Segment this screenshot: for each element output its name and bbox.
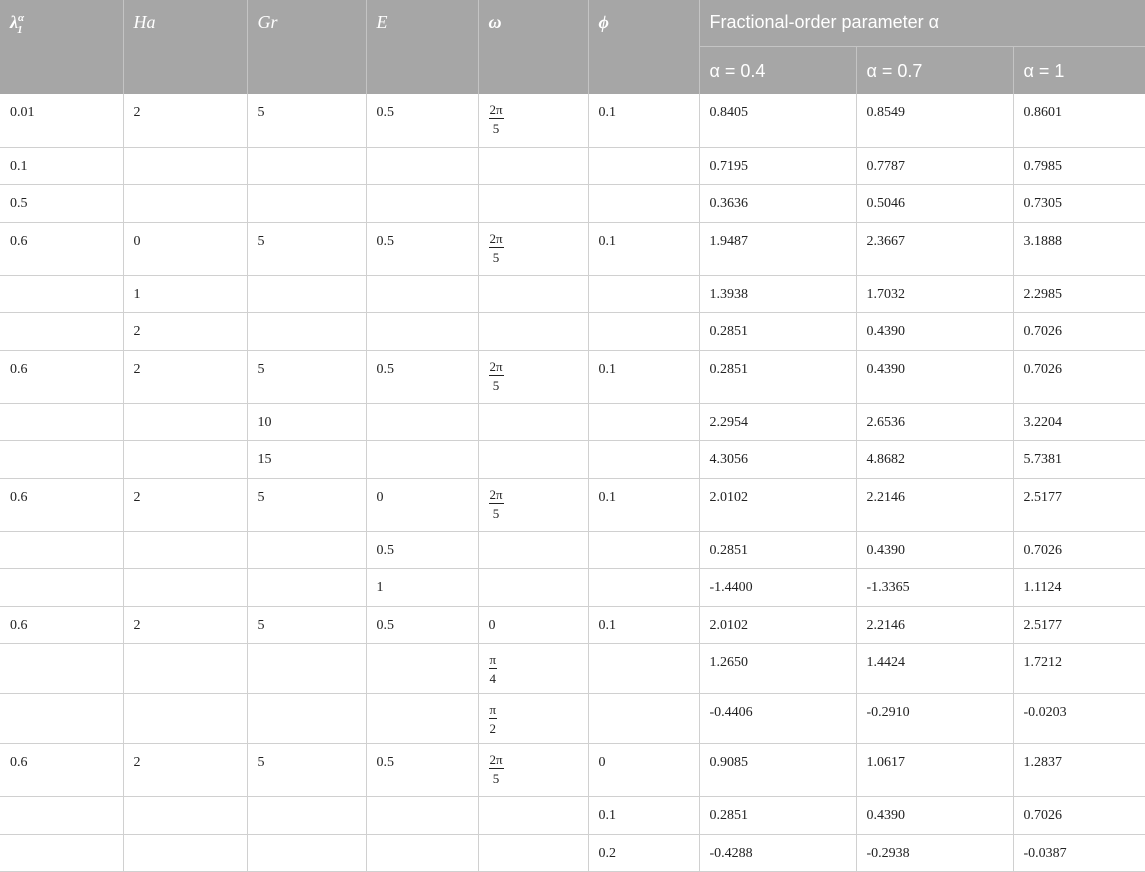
cell-lambda: 0.6	[0, 744, 123, 797]
omega-fraction	[489, 703, 498, 735]
cell-e	[366, 275, 478, 313]
cell-gr	[247, 147, 366, 185]
cell-e	[366, 644, 478, 694]
cell-gr: 5	[247, 222, 366, 275]
header-alpha-1: α = 1	[1013, 46, 1145, 94]
cell-e	[366, 147, 478, 185]
cell-ha	[123, 797, 247, 835]
cell-a1: 2.0102	[699, 478, 856, 531]
cell-e	[366, 834, 478, 872]
table-row	[0, 350, 1145, 403]
cell-a2: 0.7787	[856, 147, 1013, 185]
cell-a3: 0.7026	[1013, 313, 1145, 351]
omega-fraction	[489, 360, 504, 392]
cell-omega	[478, 275, 588, 313]
cell-a3: 1.2837	[1013, 744, 1145, 797]
cell-phi: 0.2	[588, 834, 699, 872]
cell-gr	[247, 797, 366, 835]
cell-a2: 4.8682	[856, 441, 1013, 479]
cell-gr: 5	[247, 744, 366, 797]
cell-a2: -0.2938	[856, 834, 1013, 872]
cell-ha: 1	[123, 275, 247, 313]
cell-a1: 0.2851	[699, 350, 856, 403]
cell-phi: 0.1	[588, 478, 699, 531]
cell-a3: 1.1124	[1013, 569, 1145, 607]
cell-e	[366, 313, 478, 351]
cell-omega	[478, 644, 588, 694]
cell-phi: 0	[588, 744, 699, 797]
omega-fraction	[489, 753, 504, 785]
cell-a1: 0.9085	[699, 744, 856, 797]
cell-a1: 1.9487	[699, 222, 856, 275]
cell-gr: 10	[247, 403, 366, 441]
cell-a3: 1.7212	[1013, 644, 1145, 694]
cell-lambda	[0, 694, 123, 744]
table-row	[0, 531, 1145, 569]
cell-lambda	[0, 441, 123, 479]
cell-e	[366, 694, 478, 744]
cell-a3: 0.8601	[1013, 94, 1145, 147]
cell-a3: 0.7026	[1013, 350, 1145, 403]
cell-a2: -0.2910	[856, 694, 1013, 744]
header-e: E	[366, 0, 478, 94]
cell-a2: 0.4390	[856, 797, 1013, 835]
cell-e: 0.5	[366, 744, 478, 797]
cell-lambda: 0.6	[0, 478, 123, 531]
omega-fraction	[489, 653, 498, 685]
cell-a2: 0.4390	[856, 313, 1013, 351]
cell-a2: 2.2146	[856, 478, 1013, 531]
cell-ha: 2	[123, 94, 247, 147]
cell-lambda: 0.5	[0, 185, 123, 223]
cell-gr: 5	[247, 478, 366, 531]
cell-omega: 0	[478, 606, 588, 644]
cell-phi: 0.1	[588, 350, 699, 403]
cell-omega	[478, 834, 588, 872]
cell-a3: 2.5177	[1013, 478, 1145, 531]
table-row	[0, 834, 1145, 872]
cell-a2: 2.3667	[856, 222, 1013, 275]
fraction-denominator: 2	[489, 721, 497, 736]
header-gr: Gr	[247, 0, 366, 94]
cell-e: 0	[366, 478, 478, 531]
cell-a3: -0.0387	[1013, 834, 1145, 872]
cell-e: 0.5	[366, 350, 478, 403]
cell-a1: 2.0102	[699, 606, 856, 644]
cell-a1: 0.2851	[699, 531, 856, 569]
cell-omega	[478, 797, 588, 835]
cell-a2: 0.4390	[856, 531, 1013, 569]
cell-ha: 2	[123, 478, 247, 531]
cell-lambda	[0, 644, 123, 694]
cell-lambda	[0, 569, 123, 607]
table-row	[0, 403, 1145, 441]
cell-omega	[478, 147, 588, 185]
fraction-denominator: 4	[489, 671, 497, 686]
header-alpha-04: α = 0.4	[699, 46, 856, 94]
cell-gr: 5	[247, 350, 366, 403]
fraction-denominator: 5	[492, 249, 500, 265]
cell-omega	[478, 185, 588, 223]
fraction-denominator: 5	[492, 377, 500, 393]
table-row	[0, 222, 1145, 275]
cell-gr	[247, 834, 366, 872]
cell-phi	[588, 644, 699, 694]
cell-ha	[123, 644, 247, 694]
cell-lambda: 0.1	[0, 147, 123, 185]
cell-e	[366, 185, 478, 223]
omega-fraction	[489, 232, 504, 264]
cell-a2: 0.4390	[856, 350, 1013, 403]
cell-phi	[588, 185, 699, 223]
table-row	[0, 313, 1145, 351]
fraction-numerator: 2π	[489, 358, 503, 374]
cell-e: 0.5	[366, 606, 478, 644]
cell-e	[366, 441, 478, 479]
fraction-denominator: 5	[492, 771, 500, 786]
cell-gr: 5	[247, 606, 366, 644]
cell-a1: 1.2650	[699, 644, 856, 694]
cell-omega	[478, 441, 588, 479]
cell-omega	[478, 403, 588, 441]
cell-a3: 0.7026	[1013, 797, 1145, 835]
cell-gr	[247, 275, 366, 313]
cell-ha	[123, 531, 247, 569]
cell-a2: 0.5046	[856, 185, 1013, 223]
cell-phi: 0.1	[588, 222, 699, 275]
cell-e: 0.5	[366, 531, 478, 569]
cell-phi	[588, 441, 699, 479]
cell-lambda: 0.6	[0, 606, 123, 644]
cell-a2: 1.4424	[856, 644, 1013, 694]
header-phi: ϕ	[588, 0, 699, 94]
cell-lambda: 0.6	[0, 222, 123, 275]
cell-a2: -1.3365	[856, 569, 1013, 607]
cell-e: 0.5	[366, 222, 478, 275]
cell-a2: 2.2146	[856, 606, 1013, 644]
cell-gr	[247, 185, 366, 223]
cell-a3: 0.7305	[1013, 185, 1145, 223]
table-row	[0, 797, 1145, 835]
cell-gr	[247, 644, 366, 694]
cell-gr	[247, 531, 366, 569]
cell-omega	[478, 694, 588, 744]
cell-lambda: 0.6	[0, 350, 123, 403]
table-row	[0, 185, 1145, 223]
cell-ha: 2	[123, 350, 247, 403]
cell-a3: 5.7381	[1013, 441, 1145, 479]
cell-phi	[588, 275, 699, 313]
table-header	[0, 0, 1145, 94]
cell-omega	[478, 478, 588, 531]
cell-lambda	[0, 834, 123, 872]
cell-phi	[588, 531, 699, 569]
cell-phi	[588, 313, 699, 351]
cell-a1: 1.3938	[699, 275, 856, 313]
cell-a1: -1.4400	[699, 569, 856, 607]
header-lambda: $\lambda^\alpha_1$	[0, 0, 123, 94]
cell-e: 1	[366, 569, 478, 607]
cell-a1: 0.3636	[699, 185, 856, 223]
header-alpha-07: α = 0.7	[856, 46, 1013, 94]
fraction-numerator: 2π	[489, 486, 503, 502]
cell-ha	[123, 694, 247, 744]
cell-a3: 0.7026	[1013, 531, 1145, 569]
table-row	[0, 147, 1145, 185]
cell-phi	[588, 694, 699, 744]
cell-a3: 2.5177	[1013, 606, 1145, 644]
cell-a3: 2.2985	[1013, 275, 1145, 313]
cell-omega	[478, 350, 588, 403]
cell-ha	[123, 569, 247, 607]
table-body	[0, 94, 1145, 872]
fraction-numerator: 2π	[489, 230, 503, 246]
cell-phi: 0.1	[588, 94, 699, 147]
fraction-numerator: π	[489, 652, 497, 667]
cell-a1: 2.2954	[699, 403, 856, 441]
cell-lambda	[0, 531, 123, 569]
cell-ha: 2	[123, 606, 247, 644]
table-row	[0, 478, 1145, 531]
cell-lambda: 0.01	[0, 94, 123, 147]
fraction-numerator: 2π	[489, 102, 503, 117]
cell-ha	[123, 147, 247, 185]
cell-a3: 3.1888	[1013, 222, 1145, 275]
fraction-denominator: 5	[492, 505, 500, 521]
cell-ha	[123, 185, 247, 223]
omega-fraction	[489, 103, 504, 135]
cell-gr: 5	[247, 94, 366, 147]
cell-omega	[478, 569, 588, 607]
table-row	[0, 441, 1145, 479]
cell-ha: 2	[123, 313, 247, 351]
cell-a3: 3.2204	[1013, 403, 1145, 441]
header-omega: ω	[478, 0, 588, 94]
cell-ha: 2	[123, 744, 247, 797]
table-row	[0, 744, 1145, 797]
cell-ha	[123, 403, 247, 441]
cell-omega	[478, 313, 588, 351]
table-row	[0, 644, 1145, 694]
cell-a1: 0.2851	[699, 313, 856, 351]
cell-a1: 4.3056	[699, 441, 856, 479]
cell-a2: 1.7032	[856, 275, 1013, 313]
cell-a3: 0.7985	[1013, 147, 1145, 185]
cell-e	[366, 797, 478, 835]
cell-e: 0.5	[366, 94, 478, 147]
cell-omega	[478, 744, 588, 797]
cell-a1: -0.4288	[699, 834, 856, 872]
cell-gr: 15	[247, 441, 366, 479]
omega-fraction	[489, 488, 504, 520]
cell-phi: 0.1	[588, 797, 699, 835]
cell-phi	[588, 147, 699, 185]
cell-lambda	[0, 403, 123, 441]
cell-ha	[123, 441, 247, 479]
cell-gr	[247, 313, 366, 351]
table-row	[0, 606, 1145, 644]
table-row	[0, 569, 1145, 607]
cell-a3: -0.0203	[1013, 694, 1145, 744]
cell-phi: 0.1	[588, 606, 699, 644]
header-ha: Ha	[123, 0, 247, 94]
fraction-numerator: π	[489, 702, 497, 717]
cell-a2: 2.6536	[856, 403, 1013, 441]
table-row	[0, 94, 1145, 147]
cell-ha	[123, 834, 247, 872]
cell-a1: 0.8405	[699, 94, 856, 147]
cell-a1: 0.2851	[699, 797, 856, 835]
cell-lambda	[0, 797, 123, 835]
cell-omega	[478, 94, 588, 147]
cell-phi	[588, 403, 699, 441]
table-row	[0, 275, 1145, 313]
cell-a2: 0.8549	[856, 94, 1013, 147]
fraction-numerator: 2π	[489, 752, 503, 767]
table-row	[0, 694, 1145, 744]
cell-lambda	[0, 275, 123, 313]
cell-phi	[588, 569, 699, 607]
cell-lambda	[0, 313, 123, 351]
cell-ha: 0	[123, 222, 247, 275]
cell-e	[366, 403, 478, 441]
cell-a2: 1.0617	[856, 744, 1013, 797]
cell-omega	[478, 531, 588, 569]
cell-gr	[247, 569, 366, 607]
cell-omega	[478, 222, 588, 275]
cell-gr	[247, 694, 366, 744]
fraction-denominator: 5	[492, 121, 500, 136]
cell-a1: 0.7195	[699, 147, 856, 185]
header-fractional-order: Fractional-order parameter α	[699, 0, 1145, 46]
cell-a1: -0.4406	[699, 694, 856, 744]
